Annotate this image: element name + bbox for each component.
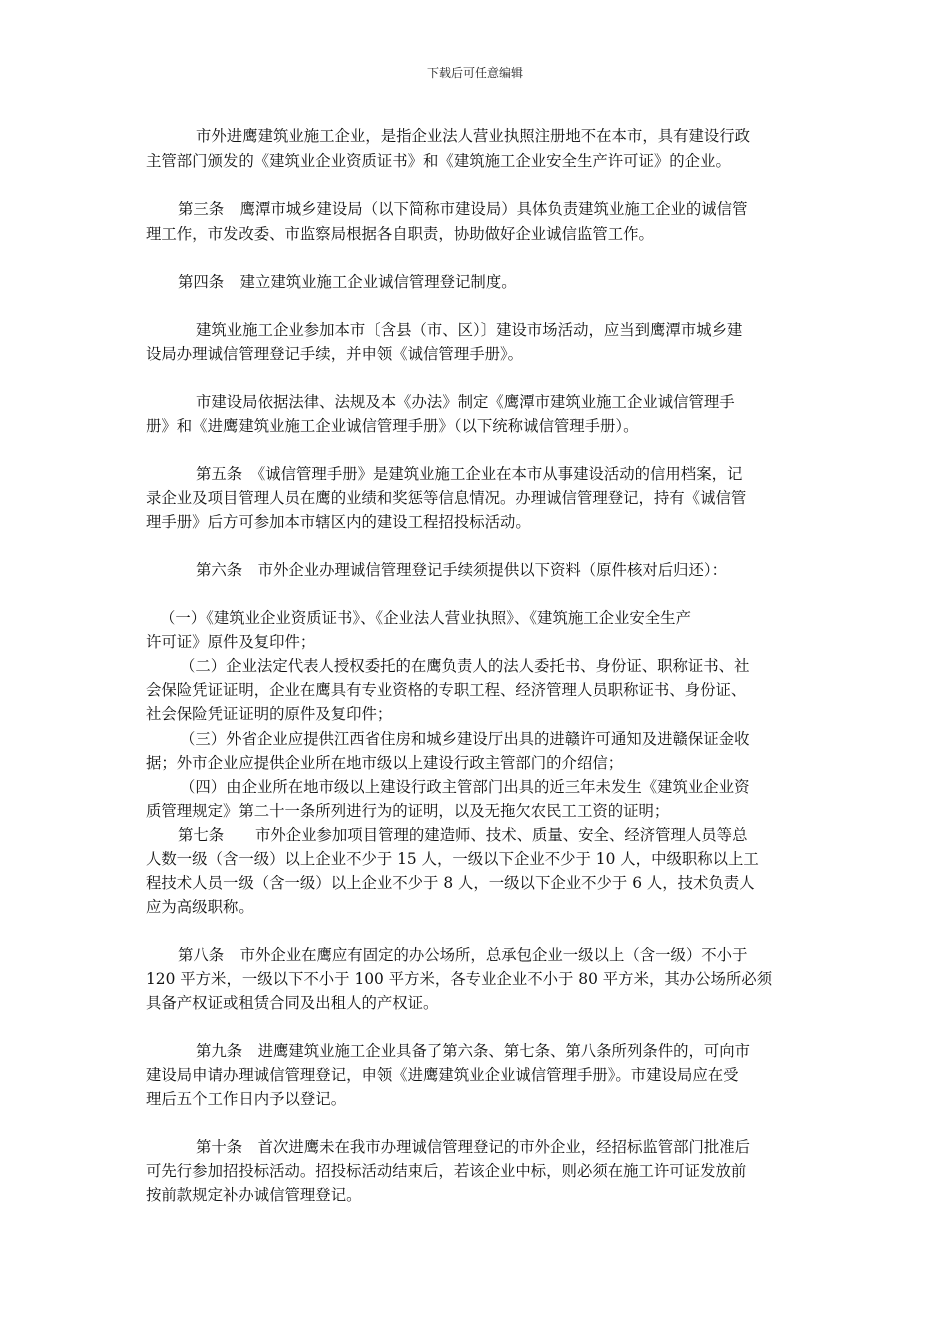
text-line: 第七条 市外企业参加项目管理的建造师、技术、质量、安全、经济管理人员等总 (178, 826, 748, 844)
text-line: 第十条 首次进鹰未在我市办理诚信管理登记的市外企业，经招标监管部门批准后 (196, 1138, 751, 1156)
text-line: 会保险凭证证明，企业在鹰具有专业资格的专职工程、经济管理人员职称证书、身份证、 (146, 681, 747, 699)
text-line: （一）《建筑业企业资质证书》、《企业法人营业执照》、《建筑施工企业安全生产 (160, 609, 691, 627)
text-line: 质管理规定》第二十一条所列进行为的证明，以及无拖欠农民工工资的证明； (146, 802, 670, 820)
text-line: 册》和《进鹰建筑业施工企业诚信管理手册》（以下统称诚信管理手册）。 (146, 417, 639, 435)
text-line: 120 平方米，一级以下不小于 100 平方米，各专业企业不小于 80 平方米，其办公场所必须 (146, 970, 773, 988)
text-line: 第四条 建立建筑业施工企业诚信管理登记制度。 (178, 273, 517, 291)
text-line: 具备产权证或租赁合同及出租人的产权证。 (146, 994, 439, 1012)
text-line: 设局办理诚信管理登记手续，并申领《诚信管理手册》。 (146, 345, 524, 363)
text-line: 理手册》后方可参加本市辖区内的建设工程招投标活动。 (146, 513, 531, 531)
text-line: 许可证》原件及复印件； (146, 633, 316, 651)
text-line: 建设局申请办理诚信管理登记，申领《进鹰建筑业企业诚信管理手册》。市建设局应在受 (146, 1066, 739, 1084)
text-line: （三）外省企业应提供江西省住房和城乡建设厅出具的进赣许可通知及进赣保证金收 (180, 730, 750, 748)
text-line: 理后五个工作日内予以登记。 (146, 1090, 347, 1108)
text-line: 第五条 《诚信管理手册》是建筑业施工企业在本市从事建设活动的信用档案，记 (196, 465, 743, 483)
text-line: 可先行参加招投标活动。招投标活动结束后，若该企业中标，则必须在施工许可证发放前 (146, 1162, 747, 1180)
text-line: 人数一级（含一级）以上企业不少于 15 人，一级以下企业不少于 10 人，中级职称以上工 (146, 850, 759, 868)
page-header: 下载后可任意编辑 (426, 66, 523, 80)
text-line: 程技术人员一级（含一级）以上企业不少于 8 人，一级以下企业不少于 6 人，技术负责人 (146, 874, 755, 892)
text-line: 第八条 市外企业在鹰应有固定的办公场所，总承包企业一级以上（含一级）不小于 (178, 946, 748, 964)
text-line: 第九条 进鹰建筑业施工企业具备了第六条、第七条、第八条所列条件的，可向市 (196, 1042, 751, 1060)
text-line: 主管部门颁发的《建筑业企业资质证书》和《建筑施工企业安全生产许可证》的企业。 (146, 152, 731, 170)
text-line: 应为高级职称。 (146, 898, 254, 916)
text-line: 据；外市企业应提供企业所在地市级以上建设行政主管部门的介绍信； (146, 754, 624, 772)
text-line: 理工作，市发改委、市监察局根据各自职责，协助做好企业诚信监管工作。 (146, 225, 654, 243)
text-line: 录企业及项目管理人员在鹰的业绩和奖惩等信息情况。办理诚信管理登记，持有《诚信管 (146, 489, 747, 507)
text-line: （四）由企业所在地市级以上建设行政主管部门出具的近三年未发生《建筑业企业资 (180, 778, 750, 796)
text-line: 市建设局依据法律、法规及本《办法》制定《鹰潭市建筑业施工企业诚信管理手 (196, 393, 735, 411)
text-line: 第六条 市外企业办理诚信管理登记手续须提供以下资料（原件核对后归还）： (196, 561, 727, 579)
text-line: 按前款规定补办诚信管理登记。 (146, 1186, 362, 1204)
text-line: 市外进鹰建筑业施工企业，是指企业法人营业执照注册地不在本市，具有建设行政 (196, 127, 751, 145)
text-line: 社会保险凭证证明的原件及复印件； (146, 705, 393, 723)
text-line: 第三条 鹰潭市城乡建设局（以下简称市建设局）具体负责建筑业施工企业的诚信管 (178, 200, 748, 218)
text-line: （二）企业法定代表人授权委托的在鹰负责人的法人委托书、身份证、职称证书、社 (180, 657, 750, 675)
text-line: 建筑业施工企业参加本市〔含县（市、区）〕建设市场活动，应当到鹰潭市城乡建 (196, 321, 743, 339)
